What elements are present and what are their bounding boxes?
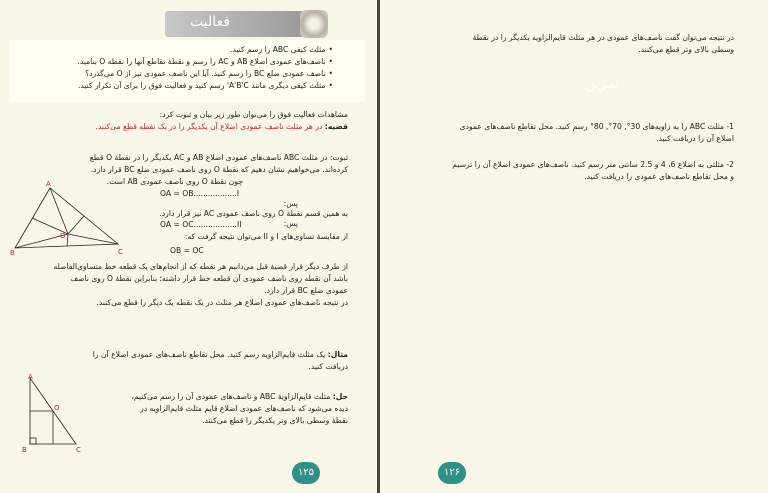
conclusion-line-1: از طرف دیگر قرار قضیهٔ قبل می‌دانیم هر نقطه که از انجام‌های یک قطعه خط متساوی‌الفاصله bbox=[53, 262, 348, 271]
theorem-label: قضیه: bbox=[324, 122, 348, 131]
activity-orb-icon bbox=[300, 10, 328, 38]
example-text: یک مثلث قایم‌الزاویه رسم کنید. محل تقاطع ناصف‌های عمودی اضلاع آن را bbox=[92, 350, 326, 359]
triangle-figure-1 bbox=[10, 180, 125, 255]
right-page bbox=[380, 0, 768, 493]
fig2-label-a: A bbox=[28, 373, 33, 381]
exercise-1-line-2: اضلاع آن را دریافت کنید. bbox=[656, 134, 734, 143]
conclusion-line-2: باشد آن نقطه روی ناصف عمودی آن قطعه خط قرار داشته؛ بنابراین نقطهٔ O روی ناصف bbox=[70, 274, 348, 283]
conclusion-line-3: عمودی ضلع BC قرار دارد. bbox=[264, 286, 348, 295]
fig1-label-o: O bbox=[60, 232, 66, 240]
left-page bbox=[0, 0, 378, 493]
activity-item-3: • ناصف عمودی ضلع BC را رسم کنید. آیا این ناصف عمودی نیز از O می‌گذرد؟ bbox=[85, 69, 333, 79]
theorem-text: در هر مثلث ناصف عمودی اضلاع آن یکدیگر را در یک نقطه قطع می‌کنند. bbox=[95, 122, 323, 131]
activity-item-1: • مثلث کیفی ABC را رسم کنید. bbox=[230, 45, 333, 55]
compare-line: از مقایسهٔ تساوی‌های I و II می‌توان نتیجه گرفت که: bbox=[184, 232, 348, 241]
conclusion-line-4: در نتیجه ناصف‌های عمودی اضلاع هر مثلث در یک نقطه یک دیگر را قطع می‌کنند. bbox=[96, 298, 348, 307]
proof-mid-1: به همین قسم نقطهٔ O روی ناصف عمودی AC نیز قرار دارد. bbox=[159, 209, 348, 218]
theorem bbox=[96, 122, 348, 132]
intro-line-1: در نتیجه می‌توان گفت ناصف‌های عمودی در هر مثلث قایم‌الزاویه یکدیگر را در نقطهٔ bbox=[472, 33, 734, 42]
solution-line-3: نقطهٔ وسطی بالای وتر یکدیگر را قطع می‌کنند. bbox=[202, 416, 348, 425]
solution-line-1: مثلث قایم‌الزاویهٔ ABC و ناصف‌های عمودی آن را رسم می‌کنیم، bbox=[131, 392, 331, 401]
equation-1: OA = OB..................I bbox=[160, 189, 240, 198]
equation-2: OA = OC..................II bbox=[160, 220, 242, 229]
page-number-left: ۱۲۵ bbox=[292, 462, 320, 484]
observation-intro: مشاهدات فعالیت فوق را می‌توان طور زیر بیان و ثبوت کرد: bbox=[159, 110, 348, 119]
right-triangle-figure bbox=[18, 372, 88, 454]
proof-line-2: کرده‌اند. می‌خواهیم نشان دهیم که نقطهٔ O روی ناصف عمودی ضلع BC قرار دارد. bbox=[90, 165, 348, 174]
fig1-label-c: C bbox=[118, 248, 123, 255]
fig1-label-b: B bbox=[10, 249, 15, 255]
solution-line-2: دیده می‌شود که ناصف‌های عمودی اضلاع قایم مثلث قایم‌الزاویه در bbox=[140, 404, 348, 413]
example-label: مثال: bbox=[327, 350, 348, 359]
activity-title: فعالیت bbox=[190, 14, 230, 30]
proof-line-3: چون نقطهٔ O روی ناصف عمودی AB است. bbox=[106, 177, 243, 186]
pas-1: پس: bbox=[283, 199, 298, 208]
activity-header-band bbox=[165, 11, 305, 37]
exercise-1-line-1: 1- مثلث ABC را به زاویه‌های 30°, 70°, 80° رسم کنید. محل تقاطع ناصف‌های عمودی bbox=[459, 122, 734, 131]
example-text-2: دریافت کنید. bbox=[308, 362, 348, 371]
activity-item-2: • ناصف‌های عمودی اضلاع AB و AC را رسم و نقطهٔ تقاطع آنها را نقطه O بنامید. bbox=[77, 57, 333, 67]
activity-item-4: • مثلث کیفی دیگری مانند A'B'C' رسم کنید و فعالیت فوق را برای آن تکرار کنید. bbox=[78, 81, 333, 91]
solution bbox=[131, 392, 348, 402]
page-number-right: ۱۲۶ bbox=[438, 462, 466, 484]
fig2-label-o: O bbox=[54, 404, 60, 412]
fig1-label-a: A bbox=[46, 180, 51, 188]
fig2-label-b: B bbox=[22, 446, 27, 454]
example bbox=[93, 350, 348, 360]
pas-2: پس: bbox=[283, 219, 298, 228]
exercise-2-line-1: 2- مثلثی به اضلاع 6، 4 و 2.5 سانتی متر رسم کنید. ناصف‌های عمودی اضلاع آن را ترسیم bbox=[452, 160, 734, 169]
fig2-label-c: C bbox=[76, 446, 81, 454]
exercise-title: تمرین bbox=[585, 76, 620, 92]
proof-line-1: ثبوت: در مثلث ABC ناصف‌های عمودی اضلاع AB و AC یکدیگر را در نقطهٔ O قطع bbox=[89, 153, 348, 162]
equation-3: OB = OC bbox=[170, 246, 204, 255]
intro-line-2: وسطی بالای وتر قطع می‌کنند. bbox=[638, 45, 734, 54]
exercise-2-line-2: و محل تقاطع ناصف‌های عمودی را دریافت کنید. bbox=[584, 172, 734, 181]
solution-label: حل: bbox=[332, 392, 348, 401]
